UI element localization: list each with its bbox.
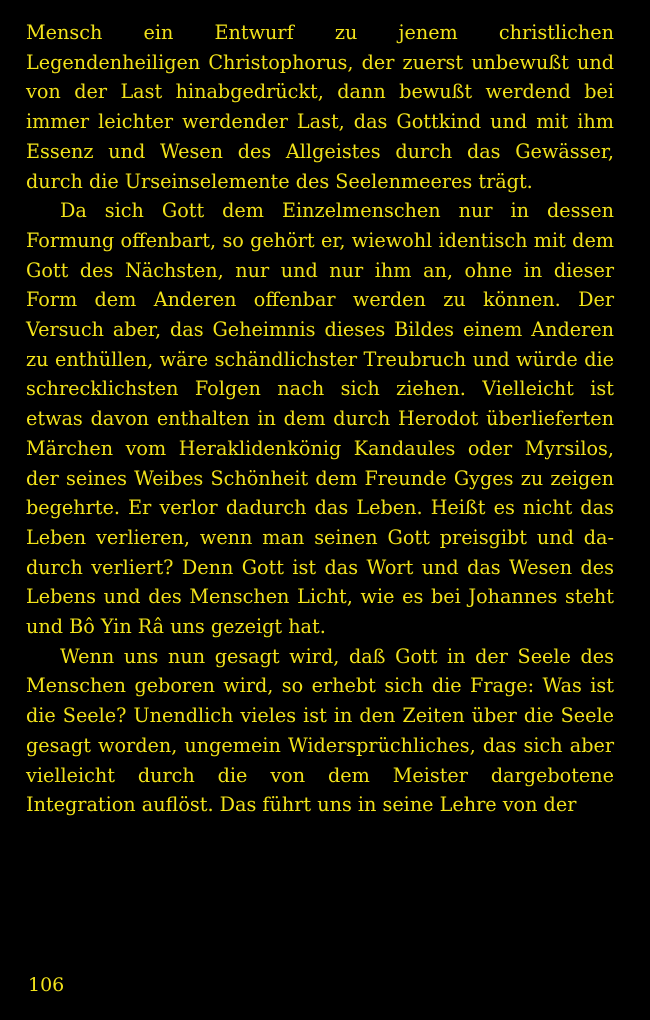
page-number: 106	[28, 974, 65, 996]
paragraph-3: Wenn uns nun gesagt wird, daß Gott in der Seele des Menschen geboren wird, so erhebt sich die Frage: Was ist die Seele? Unendlich vieles ist in den Zeiten über die Seele gesagt worden, ungemein Widersprüchliches, das sich aber vielleicht durch die von dem Meister dargebotene Integration auflöst. Das führt uns in seine Lehre von der	[26, 644, 614, 817]
paragraph-2: Da sich Gott dem Einzelmenschen nur in dessen Formung offenbart, so gehört er, wiewohl identisch mit dem Gott des Nächsten, nur und nur ihm an, ohne in dieser Form dem Anderen offenbar werden zu können. Der Versuch aber, das Geheimnis dieses Bildes einem Anderen zu enthüllen, wäre schändlichster Treubruch und würde die schrecklichsten Folgen nach sich ziehen. Vielleicht ist etwas davon enthalten in dem durch Herodot überlieferten Märchen vom Heraklidenkönig Kandaules oder Myrsilos, der seines Weibes Schönheit dem Freunde Gyges zu zeigen begehrte. Er verlor dadurch das Leben. Heißt es nicht das Leben verlieren, wenn man seinen Gott preisgibt und dadurch verliert? Denn Gott ist das Wort und das Wesen des Lebens und des Menschen Licht, wie es bei Johannes steht und Bô Yin Râ uns gezeigt hat.	[26, 199, 614, 639]
paragraph-1: Mensch ein Entwurf zu jenem christlichen Legendenheiligen Christophorus, der zuerst unbewußt und von der Last hinabgedrückt, dann bewußt werdend bei immer leichter werdender Last, das Gottkind und mit ihm Essenz und Wesen des Allgeistes durch das Gewässer, durch die Urseinselemente des Seelenmeeres trägt.	[26, 21, 614, 193]
body-text	[26, 18, 614, 820]
